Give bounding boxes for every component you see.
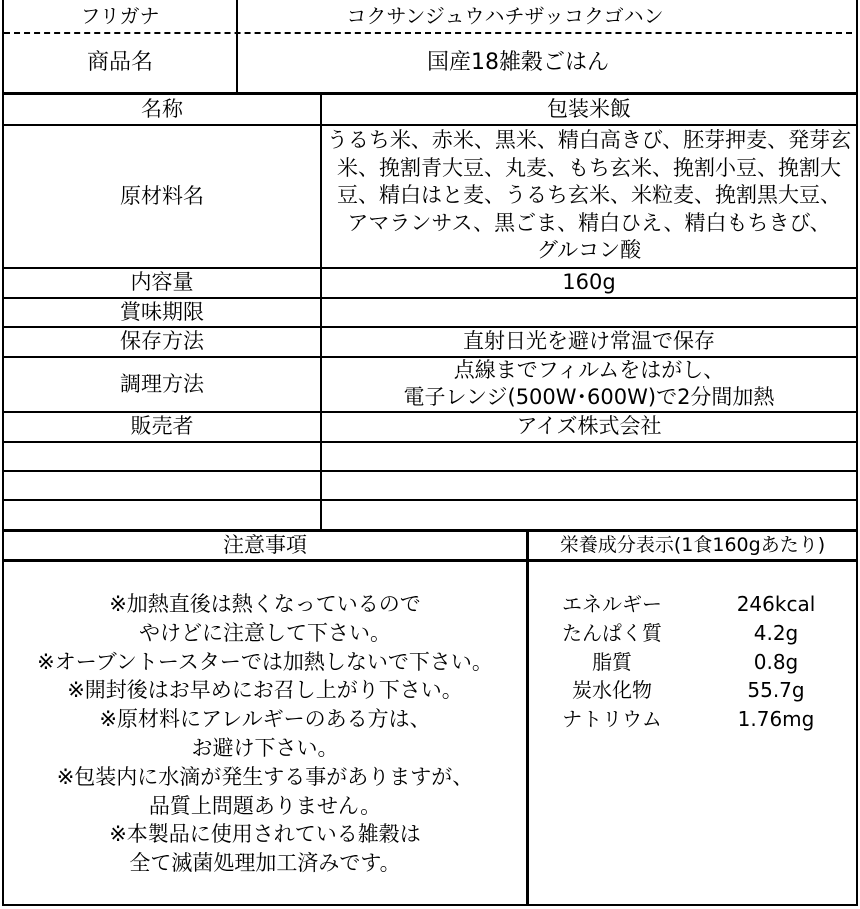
furigana-label: フリガナ (80, 3, 160, 28)
outer-border-bottom (2, 904, 858, 906)
nutrition-row (532, 676, 860, 704)
ingredients-line: アマランサス、黒ごま、精白ひえ、精白もちきび、 (347, 210, 831, 235)
content-value: 160g (562, 270, 616, 295)
cooking-line: 電子レンジ(500W･600W)で2分間加熱 (403, 385, 775, 409)
nutrition-row (532, 619, 860, 647)
caution-title: 注意事項 (223, 532, 307, 557)
nutrition-value: 55.7g (747, 678, 805, 702)
product-name-value: 国産18雑穀ごはん (427, 50, 609, 75)
expiry-label: 賞味期限 (120, 299, 204, 324)
caution-line: ※原材料にアレルギーのある方は、 (99, 707, 431, 732)
nutrition-name: ナトリウム (562, 707, 662, 731)
caution-line: やけどに注意して下さい。 (139, 620, 391, 645)
seller-value: アイズ株式会社 (516, 414, 662, 439)
caution-line: お避け下さい。 (191, 735, 339, 760)
cooking-value (322, 357, 856, 411)
ingredients-label: 原材料名 (120, 183, 204, 208)
nutrition-name: 脂質 (592, 650, 632, 674)
nutrition-name: たんぱく質 (562, 621, 662, 645)
ingredients-line: うるち米、赤米、黒米、精白高きび、胚芽押麦、発芽玄 (326, 128, 852, 152)
caution-line: 品質上問題ありません。 (148, 793, 382, 818)
ingredients-line: 米、挽割青大豆、丸麦、もち玄米、挽割小豆、挽割大 (337, 155, 841, 180)
bottom-divider (526, 530, 529, 906)
expiry-value (322, 299, 856, 326)
nutrition-value: 4.2g (753, 621, 799, 645)
cooking-label: 調理方法 (120, 371, 204, 396)
cooking-line: 点線までフィルムをはがし、 (453, 358, 725, 382)
nutrition-value: 1.76mg (737, 707, 815, 731)
row-line (2, 470, 858, 472)
caution-line: 全て滅菌処理加工済みです。 (129, 851, 401, 876)
seller-label: 販売者 (130, 414, 194, 439)
caution-line: ※加熱直後は熱くなっているので (109, 592, 421, 616)
nutrition-row (532, 590, 860, 618)
product-name-label: 商品名 (86, 50, 153, 75)
name-label: 名称 (141, 96, 183, 121)
furigana-value: コクサンジュウハチザッコクゴハン (346, 3, 664, 28)
storage-value: 直射日光を避け常温で保存 (463, 329, 715, 354)
outer-border-right (856, 0, 858, 906)
caution-line: ※包装内に水滴が発生する事がありますが、 (56, 764, 474, 789)
row-line (2, 499, 858, 501)
nutrition-name: エネルギー (562, 592, 662, 616)
caution-body (4, 590, 526, 880)
name-value: 包装米飯 (547, 96, 631, 121)
storage-label: 保存方法 (120, 329, 204, 354)
caution-line: ※開封後はお早めにお召し上がり下さい。 (67, 678, 463, 703)
caution-line: ※オーブントースターでは加熱しないで下さい。 (37, 649, 493, 674)
ingredients-line: グルコン酸 (536, 238, 642, 262)
ingredients-line: 豆、精白はと麦、うるち玄米、米粒麦、挽割黒大豆、 (337, 183, 841, 207)
nutrition-title: 栄養成分表示(1食160gあたり) (559, 534, 826, 556)
nutrition-value: 246kcal (736, 592, 816, 616)
row-line (2, 441, 858, 443)
ingredients-value (322, 127, 856, 267)
caution-line: ※本製品に使用されている雑穀は (109, 822, 421, 847)
nutrition-name: 炭水化物 (572, 678, 652, 702)
section-header-line (2, 559, 858, 562)
nutrition-value: 0.8g (753, 650, 799, 674)
content-label: 内容量 (130, 270, 194, 295)
nutrition-row (532, 648, 860, 676)
nutrition-row (532, 705, 860, 733)
